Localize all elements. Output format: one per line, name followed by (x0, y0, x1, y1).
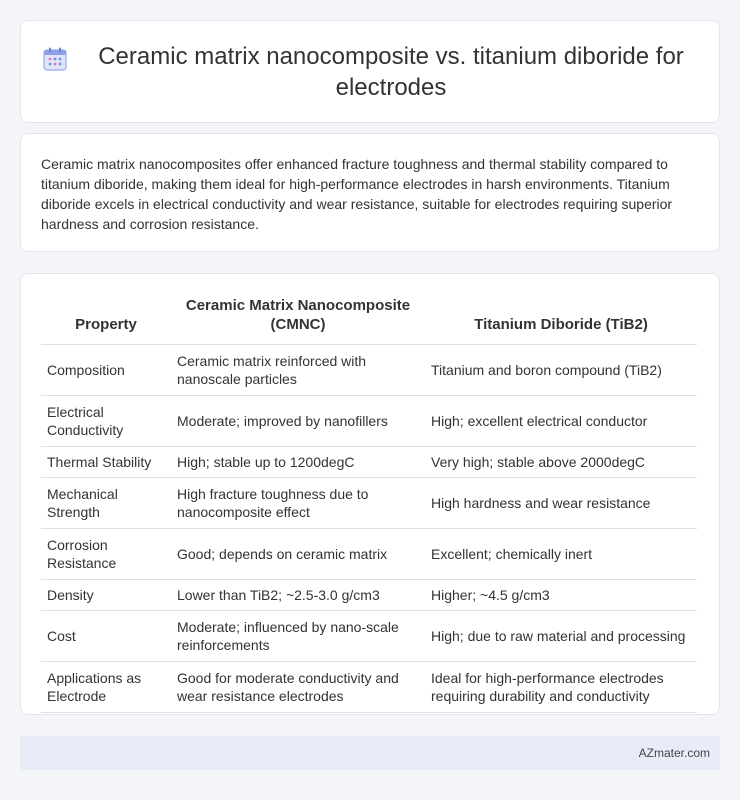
tib2-cell: High hardness and wear resistance (425, 478, 697, 529)
table-row (41, 662, 697, 713)
property-cell: Cost (41, 611, 171, 662)
property-cell: Corrosion Resistance (41, 529, 171, 580)
property-cell: Density (41, 580, 171, 611)
tib2-cell: Ideal for high-performance electrodes requiring durability and conductivity (425, 662, 697, 713)
property-cell: Electrical Conductivity (41, 396, 171, 447)
comparison-table (41, 294, 697, 713)
title-wrap (41, 41, 699, 103)
cmnc-cell: Ceramic matrix reinforced with nanoscale particles (171, 345, 425, 396)
title-card (20, 20, 720, 123)
table-row (41, 478, 697, 529)
tib2-cell: Titanium and boron compound (TiB2) (425, 345, 697, 396)
summary-text: Ceramic matrix nanocomposites offer enhanced fracture toughness and thermal stability compared to titanium diboride, making them ideal for high-performance electrodes in harsh environments. Titanium diboride excels in electrical conductivity and wear resistance, suitable for electrodes requiring superior hardness and corrosion resistance. (41, 156, 673, 232)
page-title: Ceramic matrix nanocomposite vs. titanium diboride for electrodes (98, 42, 684, 101)
table-row (41, 396, 697, 447)
tib2-cell: High; excellent electrical conductor (425, 396, 697, 447)
tib2-cell: High; due to raw material and processing (425, 611, 697, 662)
column-header-property: Property (41, 294, 171, 345)
cmnc-cell: High; stable up to 1200degC (171, 447, 425, 478)
comparison-table-card (20, 273, 720, 715)
summary-card (20, 133, 720, 252)
property-cell: Mechanical Strength (41, 478, 171, 529)
table-row (41, 611, 697, 662)
cmnc-cell: Good for moderate conductivity and wear resistance electrodes (171, 662, 425, 713)
cmnc-cell: Moderate; influenced by nano-scale reinforcements (171, 611, 425, 662)
footer-bar (20, 736, 720, 770)
table-row (41, 529, 697, 580)
cmnc-cell: Good; depends on ceramic matrix (171, 529, 425, 580)
footer-brand[interactable]: AZmater.com (638, 746, 710, 760)
column-header-tib2: Titanium Diboride (TiB2) (425, 294, 697, 345)
tib2-cell: Higher; ~4.5 g/cm3 (425, 580, 697, 611)
tib2-cell: Excellent; chemically inert (425, 529, 697, 580)
table-row (41, 345, 697, 396)
property-cell: Thermal Stability (41, 447, 171, 478)
cmnc-cell: Moderate; improved by nanofillers (171, 396, 425, 447)
property-cell: Applications as Electrode (41, 662, 171, 713)
property-cell: Composition (41, 345, 171, 396)
column-header-cmnc: Ceramic Matrix Nanocomposite (CMNC) (171, 294, 425, 345)
table-row (41, 447, 697, 478)
cmnc-cell: Lower than TiB2; ~2.5-3.0 g/cm3 (171, 580, 425, 611)
calendar-icon (41, 45, 69, 73)
table-row (41, 580, 697, 611)
tib2-cell: Very high; stable above 2000degC (425, 447, 697, 478)
table-header-row (41, 294, 697, 345)
cmnc-cell: High fracture toughness due to nanocomposite effect (171, 478, 425, 529)
